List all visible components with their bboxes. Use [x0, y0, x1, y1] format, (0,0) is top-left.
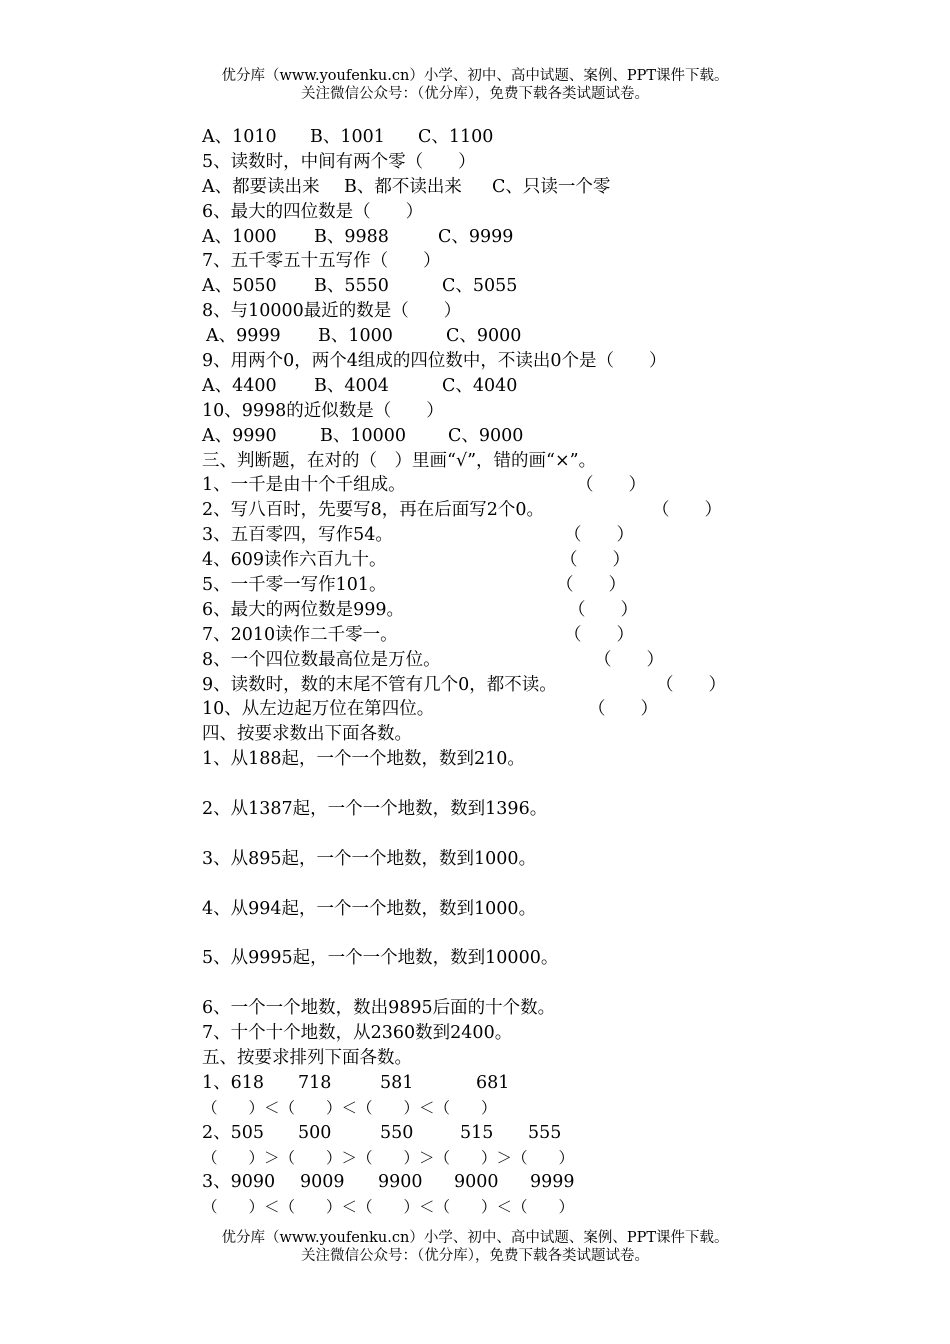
judge-item [202, 598, 822, 623]
option-b: B、10000 [320, 425, 407, 446]
option-c: C、1100 [418, 127, 494, 147]
number: 718 [298, 1072, 332, 1093]
option-b: B、4004 [314, 375, 389, 396]
option-b: B、5550 [314, 276, 389, 297]
question-10: 10、9998的近似数是（ ） [202, 400, 444, 421]
number: 681 [476, 1072, 510, 1093]
judge-text: 1、一千是由十个千组成。 [202, 475, 406, 496]
option-b: B、1000 [318, 326, 393, 347]
answer-space [202, 922, 822, 947]
answer-paren: （ ） [556, 575, 626, 596]
judge-text: 8、一个四位数最高位是万位。 [202, 649, 441, 670]
q9-options [202, 374, 822, 399]
judge-item [202, 697, 822, 722]
count-item: 7、十个十个地数，从2360数到2400。 [202, 1023, 513, 1044]
count-item: 2、从1387起，一个一个地数，数到1396。 [202, 799, 548, 820]
option-a: A、1010 [202, 127, 277, 147]
count-item: 3、从895起，一个一个地数，数到1000。 [202, 848, 537, 869]
answer-space [202, 971, 822, 996]
q8-options [202, 324, 822, 349]
number: 550 [380, 1122, 414, 1143]
answer-paren: （ ） [576, 475, 646, 496]
number: 581 [380, 1072, 414, 1093]
answer-space [202, 772, 822, 797]
judge-item [202, 523, 822, 548]
judge-text: 5、一千零一写作101。 [202, 575, 387, 596]
number: 9999 [530, 1172, 575, 1193]
q4-options [202, 125, 822, 150]
judge-text: 3、五百零四，写作54。 [202, 525, 393, 546]
number: 500 [298, 1122, 332, 1143]
order-blanks-2: （ ）＞（ ）＞（ ）＞（ ）＞（ ） [202, 1148, 575, 1167]
footer-line-2: 关注微信公众号：（优分库），免费下载各类试题试卷。 [301, 1248, 649, 1264]
question-5: 5、读数时，中间有两个零（ ） [202, 151, 476, 172]
judge-item [202, 648, 822, 673]
q7-options [202, 274, 822, 299]
answer-space [202, 872, 822, 897]
option-a: A、9999 [206, 326, 281, 347]
option-c: C、4040 [442, 375, 518, 396]
answer-paren: （ ） [588, 699, 658, 720]
section-5-title: 五、按要求排列下面各数。 [202, 1047, 412, 1068]
option-a: A、4400 [202, 375, 277, 396]
judge-text: 2、写八百时，先要写8，再在后面写2个0。 [202, 500, 545, 521]
answer-paren: （ ） [594, 649, 664, 670]
judge-item [202, 573, 822, 598]
order-blanks-3: （ ）＜（ ）＜（ ）＜（ ）＜（ ） [202, 1198, 575, 1217]
order-numbers-1 [202, 1071, 822, 1096]
q6-options [202, 225, 822, 250]
judge-text: 6、最大的两位数是999。 [202, 599, 405, 620]
count-item: 6、一个一个地数，数出9895后面的十个数。 [202, 998, 556, 1019]
header-line-1: 优分库（www.youfenku.cn）小学、初中、高中试题、案例、PPT课件下载。 [221, 68, 729, 84]
option-c: C、只读一个零 [492, 176, 611, 197]
answer-paren: （ ） [560, 550, 630, 571]
number: 9000 [454, 1172, 499, 1193]
judge-item [202, 623, 822, 648]
judge-item [202, 498, 822, 523]
q5-options [202, 175, 822, 200]
answer-paren: （ ） [656, 674, 726, 695]
number: 9900 [378, 1172, 423, 1193]
option-c: C、9999 [438, 226, 514, 247]
option-c: C、9000 [446, 326, 522, 347]
q10-options [202, 424, 822, 449]
number: 1、618 [202, 1072, 265, 1093]
answer-paren: （ ） [568, 599, 638, 620]
question-9: 9、用两个0，两个4组成的四位数中，不读出0个是（ ） [202, 351, 667, 372]
judge-text: 7、2010读作二千零一。 [202, 624, 398, 645]
option-b: B、都不读出来 [344, 176, 462, 197]
option-a: A、1000 [202, 226, 277, 247]
section-3-title: 三、判断题，在对的（ ）里画“√”，错的画“×”。 [202, 450, 597, 471]
question-6: 6、最大的四位数是（ ） [202, 201, 424, 222]
option-b: B、9988 [314, 226, 389, 247]
number: 9009 [300, 1172, 345, 1193]
count-item: 4、从994起，一个一个地数，数到1000。 [202, 898, 537, 919]
judge-item [202, 548, 822, 573]
answer-space [202, 822, 822, 847]
answer-paren: （ ） [564, 525, 634, 546]
judge-text: 4、609读作六百九十。 [202, 550, 387, 571]
option-a: A、都要读出来 [202, 176, 320, 197]
answer-paren: （ ） [652, 500, 722, 521]
option-a: A、5050 [202, 276, 277, 297]
option-b: B、1001 [310, 127, 385, 147]
question-8: 8、与10000最近的数是（ ） [202, 301, 462, 322]
header-line-2: 关注微信公众号：（优分库），免费下载各类试题试卷。 [301, 86, 649, 102]
footer-line-1: 优分库（www.youfenku.cn）小学、初中、高中试题、案例、PPT课件下载。 [221, 1230, 729, 1246]
question-7: 7、五千零五十五写作（ ） [202, 251, 441, 272]
section-4-title: 四、按要求数出下面各数。 [202, 724, 412, 745]
judge-item [202, 473, 822, 498]
option-a: A、9990 [202, 425, 277, 446]
order-numbers-3 [202, 1170, 822, 1195]
page-header [0, 67, 950, 103]
order-numbers-2 [202, 1121, 822, 1146]
worksheet-body [202, 125, 822, 1220]
answer-paren: （ ） [564, 624, 634, 645]
judge-text: 10、从左边起万位在第四位。 [202, 699, 435, 720]
judge-item [202, 673, 822, 698]
order-blanks-1: （ ）＜（ ）＜（ ）＜（ ） [202, 1098, 497, 1117]
count-item: 5、从9995起，一个一个地数，数到10000。 [202, 948, 559, 969]
option-c: C、9000 [448, 425, 524, 446]
option-c: C、5055 [442, 276, 518, 297]
number: 555 [528, 1122, 562, 1143]
count-item: 1、从188起，一个一个地数，数到210。 [202, 749, 525, 770]
number: 515 [460, 1122, 494, 1143]
page-footer [0, 1229, 950, 1265]
number: 3、9090 [202, 1172, 276, 1193]
number: 2、505 [202, 1122, 265, 1143]
judge-text: 9、读数时，数的末尾不管有几个0，都不读。 [202, 674, 557, 695]
